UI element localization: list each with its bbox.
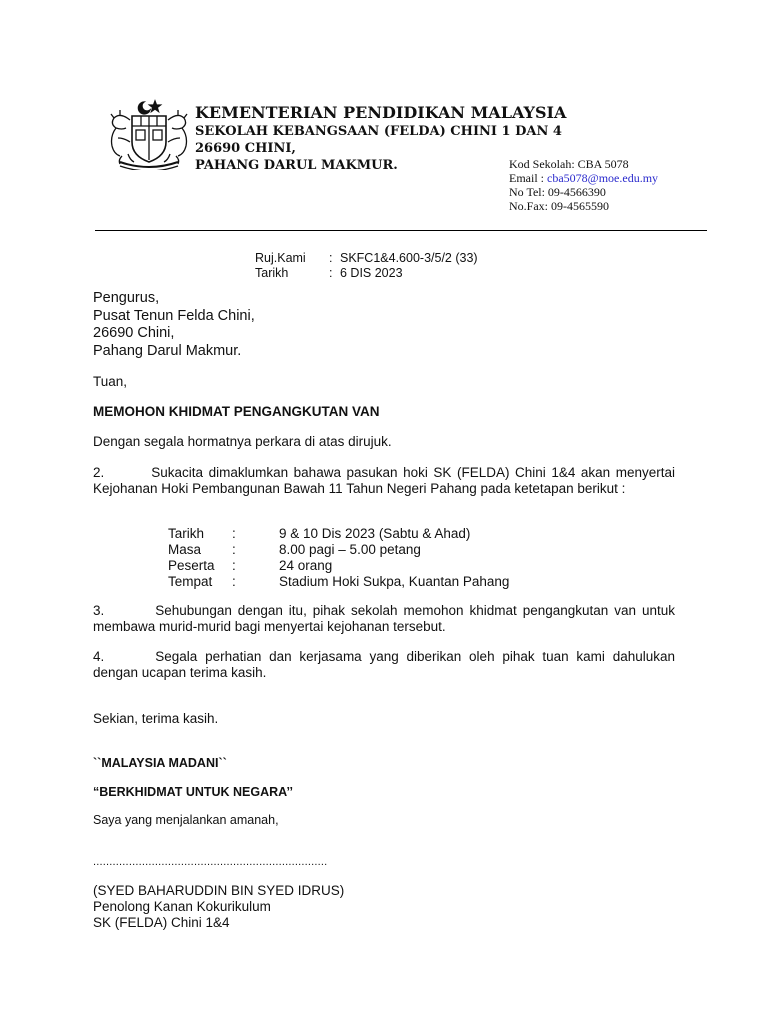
event-details [168,526,509,590]
detail-row [168,574,509,590]
salutation: Tuan, [93,374,128,389]
detail-row [168,542,509,558]
reference-value: SKFC1&4.600-3/5/2 (33) [340,251,478,265]
reference-label: Ruj.Kami [255,251,306,265]
detail-row [168,526,509,542]
fax-number: No.Fax: 09-4565590 [509,199,609,213]
recipient-line: Pengurus, [93,290,160,306]
detail-label: Masa [168,542,202,557]
school-postcode-city: 26690 CHINI, [195,141,296,156]
recipient-line: Pahang Darul Makmur. [93,342,242,359]
signatory-position: Penolong Kanan Kokurikulum [93,899,271,914]
closing-line: Sekian, terima kasih. [93,711,219,726]
signatory-name: (SYED BAHARUDDIN BIN SYED IDRUS) [93,883,345,898]
paragraph-4-text: Segala perhatian dan kerjasama yang diberikan oleh pihak tuan kami dahulukan dengan ucapan terima kasih. [93,649,675,680]
school-code: Kod Sekolah: CBA 5078 [509,157,629,171]
reference-block [255,251,478,281]
date-label: Tarikh [255,266,289,280]
slogan-malaysia-madani: ``MALAYSIA MADANI`` [93,756,227,770]
reference-row [255,251,478,266]
school-state: PAHANG DARUL MAKMUR. [195,158,398,173]
detail-colon: : [232,542,236,557]
date-colon: : [329,266,333,280]
detail-colon: : [232,526,236,541]
paragraph-3-number: 3. [93,603,105,618]
signatory-school: SK (FELDA) Chini 1&4 [93,915,230,930]
detail-label: Tarikh [168,526,205,541]
detail-row [168,558,509,574]
header-divider [95,230,707,231]
detail-value: 9 & 10 Dis 2023 (Sabtu & Ahad) [279,526,471,541]
detail-colon: : [232,574,236,589]
recipient-address [93,290,255,360]
amanah-line: Saya yang menjalankan amanah, [93,813,279,827]
paragraph-4 [93,649,675,681]
contact-block [509,157,658,213]
detail-value: Stadium Hoki Sukpa, Kuantan Pahang [279,574,510,589]
paragraph-3 [93,603,675,635]
detail-value: 8.00 pagi – 5.00 petang [279,542,421,557]
recipient-line: 26690 Chini, [93,325,175,341]
ministry-name: KEMENTERIAN PENDIDIKAN MALAYSIA [195,103,567,122]
email-line [509,171,658,185]
tel-number: No Tel: 09-4566390 [509,185,606,199]
email-label: Email : [509,171,547,185]
reference-colon: : [329,251,333,265]
paragraph-4-number: 4. [93,649,105,664]
slogan-berkhidmat: “BERKHIDMAT UNTUK NEGARA’’ [93,785,293,799]
school-name: SEKOLAH KEBANGSAAN (FELDA) CHINI 1 DAN 4 [195,124,562,139]
detail-label: Peserta [168,558,215,573]
paragraph-3-text: Sehubungan dengan itu, pihak sekolah memohon khidmat pengangkutan van untuk membawa murid-murid bagi menyertai kejohanan tersebut. [93,603,675,634]
detail-colon: : [232,558,236,573]
detail-value: 24 orang [279,558,333,573]
malaysia-coat-of-arms-icon [106,98,192,170]
subject-heading: MEMOHON KHIDMAT PENGANGKUTAN VAN [93,404,380,419]
paragraph-2-text: Sukacita dimaklumkan bahawa pasukan hoki SK (FELDA) Chini 1&4 akan menyertai Kejohanan Hoki Pembangunan Bawah 11 Tahun Negeri Pahang pada ketetapan berikut : [93,465,675,496]
paragraph-2 [93,465,675,497]
paragraph-2-number: 2. [93,465,105,480]
intro-paragraph: Dengan segala hormatnya perkara di atas dirujuk. [93,434,392,449]
date-row [255,266,478,281]
recipient-line: Pusat Tenun Felda Chini, [93,307,255,324]
signature-line: ........................................................................ [93,856,328,868]
date-value: 6 DIS 2023 [340,266,403,280]
detail-label: Tempat [168,574,213,589]
email-link[interactable]: cba5078@moe.edu.my [547,171,659,185]
